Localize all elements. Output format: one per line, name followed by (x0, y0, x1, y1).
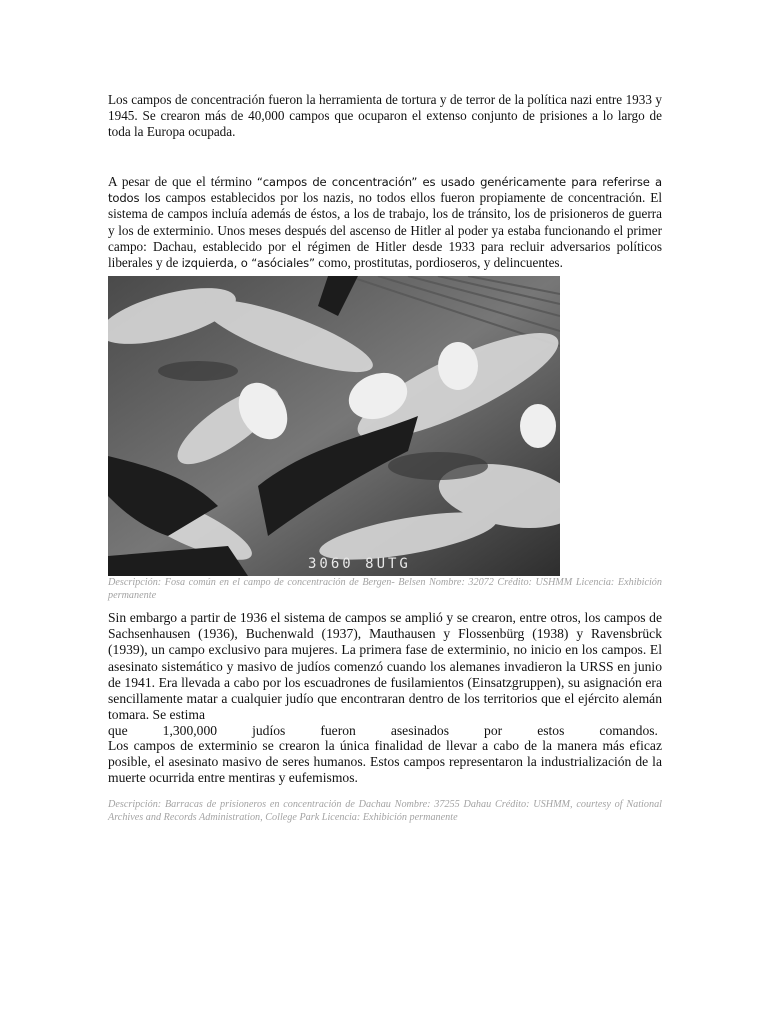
photo-image (108, 276, 560, 576)
photo-stamp: 3060 8UTG (308, 556, 411, 572)
last-line-word: judíos (252, 723, 286, 739)
photo-caption-dachau: Descripción: Barracas de prisioneros en concentración de Dachau Nombre: 37255 Dahau Crédito: USHMM, courtesy of National Archives and Records Administration, College Park Licencia: Exhibición permanente (108, 799, 662, 823)
last-line-word: estos (537, 723, 565, 739)
paragraph-terminology-intro: A pesar de que el término (108, 174, 257, 189)
paragraph-terminology-ending: como, prostitutas, pordioseros, y delincuentes. (314, 255, 563, 271)
photo-caption-bergen-belsen: Descripción: Fosa común en el campo de concentración de Bergen- Belsen Nombre: 32072 Crédito: USHMM Licencia: Exhibición permanente (108, 577, 662, 601)
paragraph-terminology-quoted: “campos de concentración” (256, 175, 418, 189)
paragraph-extermination: Los campos de exterminio se crearon la única finalidad de llevar a cabo de la manera más eficaz posible, el asesinato masivo de seres humanos. Estos campos representaron la industrialización de la muerte ocurrida entre mentiras y eufemismos. (108, 738, 662, 786)
paragraph-terminology (108, 174, 662, 271)
paragraph-terminology-body: campos establecidos por los nazis, no todos ellos fueron propiamente de concentración. El sistema de campos incluía además de éstos, a los de trabajo, los de tránsito, los de prisioneros de guerra y los de exterminio. Unos meses después del ascenso de Hitler al poder ya estaba funcionando el primer campo: Dachau, establecido por el régimen de Hitler desde 1933 para recluir adversarios políticos liberales y de (108, 190, 663, 271)
last-line-word: fueron (320, 723, 356, 739)
paragraph-expansion (108, 610, 662, 740)
paragraph-expansion-text: Sin embargo a partir de 1936 el sistema de campos se amplió y se crearon, entre otros, los campos de Sachsenhausen (1936), Buchenwald (1937), Mauthausen y Flossenbürg (1938) y Ravensbrück (1939), un campo exclusivo para mujeres. La primera fase de exterminio, no inicio en los campos. El asesinato sistemático y masivo de judíos comenzó cuando los alemanes invadieron la URSS en junio de 1941. Era llevada a cabo por los escuadrones de fusilamientos (Einsatzgruppen), su asignación era sencillamente matar a cualquier judío que encontraran dentro de los territorios que el ejército alemán tomara. Se estima (108, 610, 662, 723)
paragraph-terminology-left: izquierda, o “asóciales” (181, 256, 315, 271)
last-line-word: asesinados (390, 723, 449, 739)
last-line-word: que (108, 723, 128, 739)
mass-grave-photo (108, 276, 560, 576)
last-line-word: 1,300,000 (162, 723, 218, 739)
paragraph-intro: Los campos de concentración fueron la herramienta de tortura y de terror de la política nazi entre 1933 y 1945. Se crearon más de 40,000 campos que ocuparon el extenso conjunto de prisiones a lo largo de toda la Europa ocupada. (108, 92, 662, 140)
last-line-word: comandos. (599, 723, 658, 739)
paragraph-terminology-after: es usado genéricamente para referirse a todos los (108, 175, 662, 206)
last-line-word: por (484, 723, 503, 739)
